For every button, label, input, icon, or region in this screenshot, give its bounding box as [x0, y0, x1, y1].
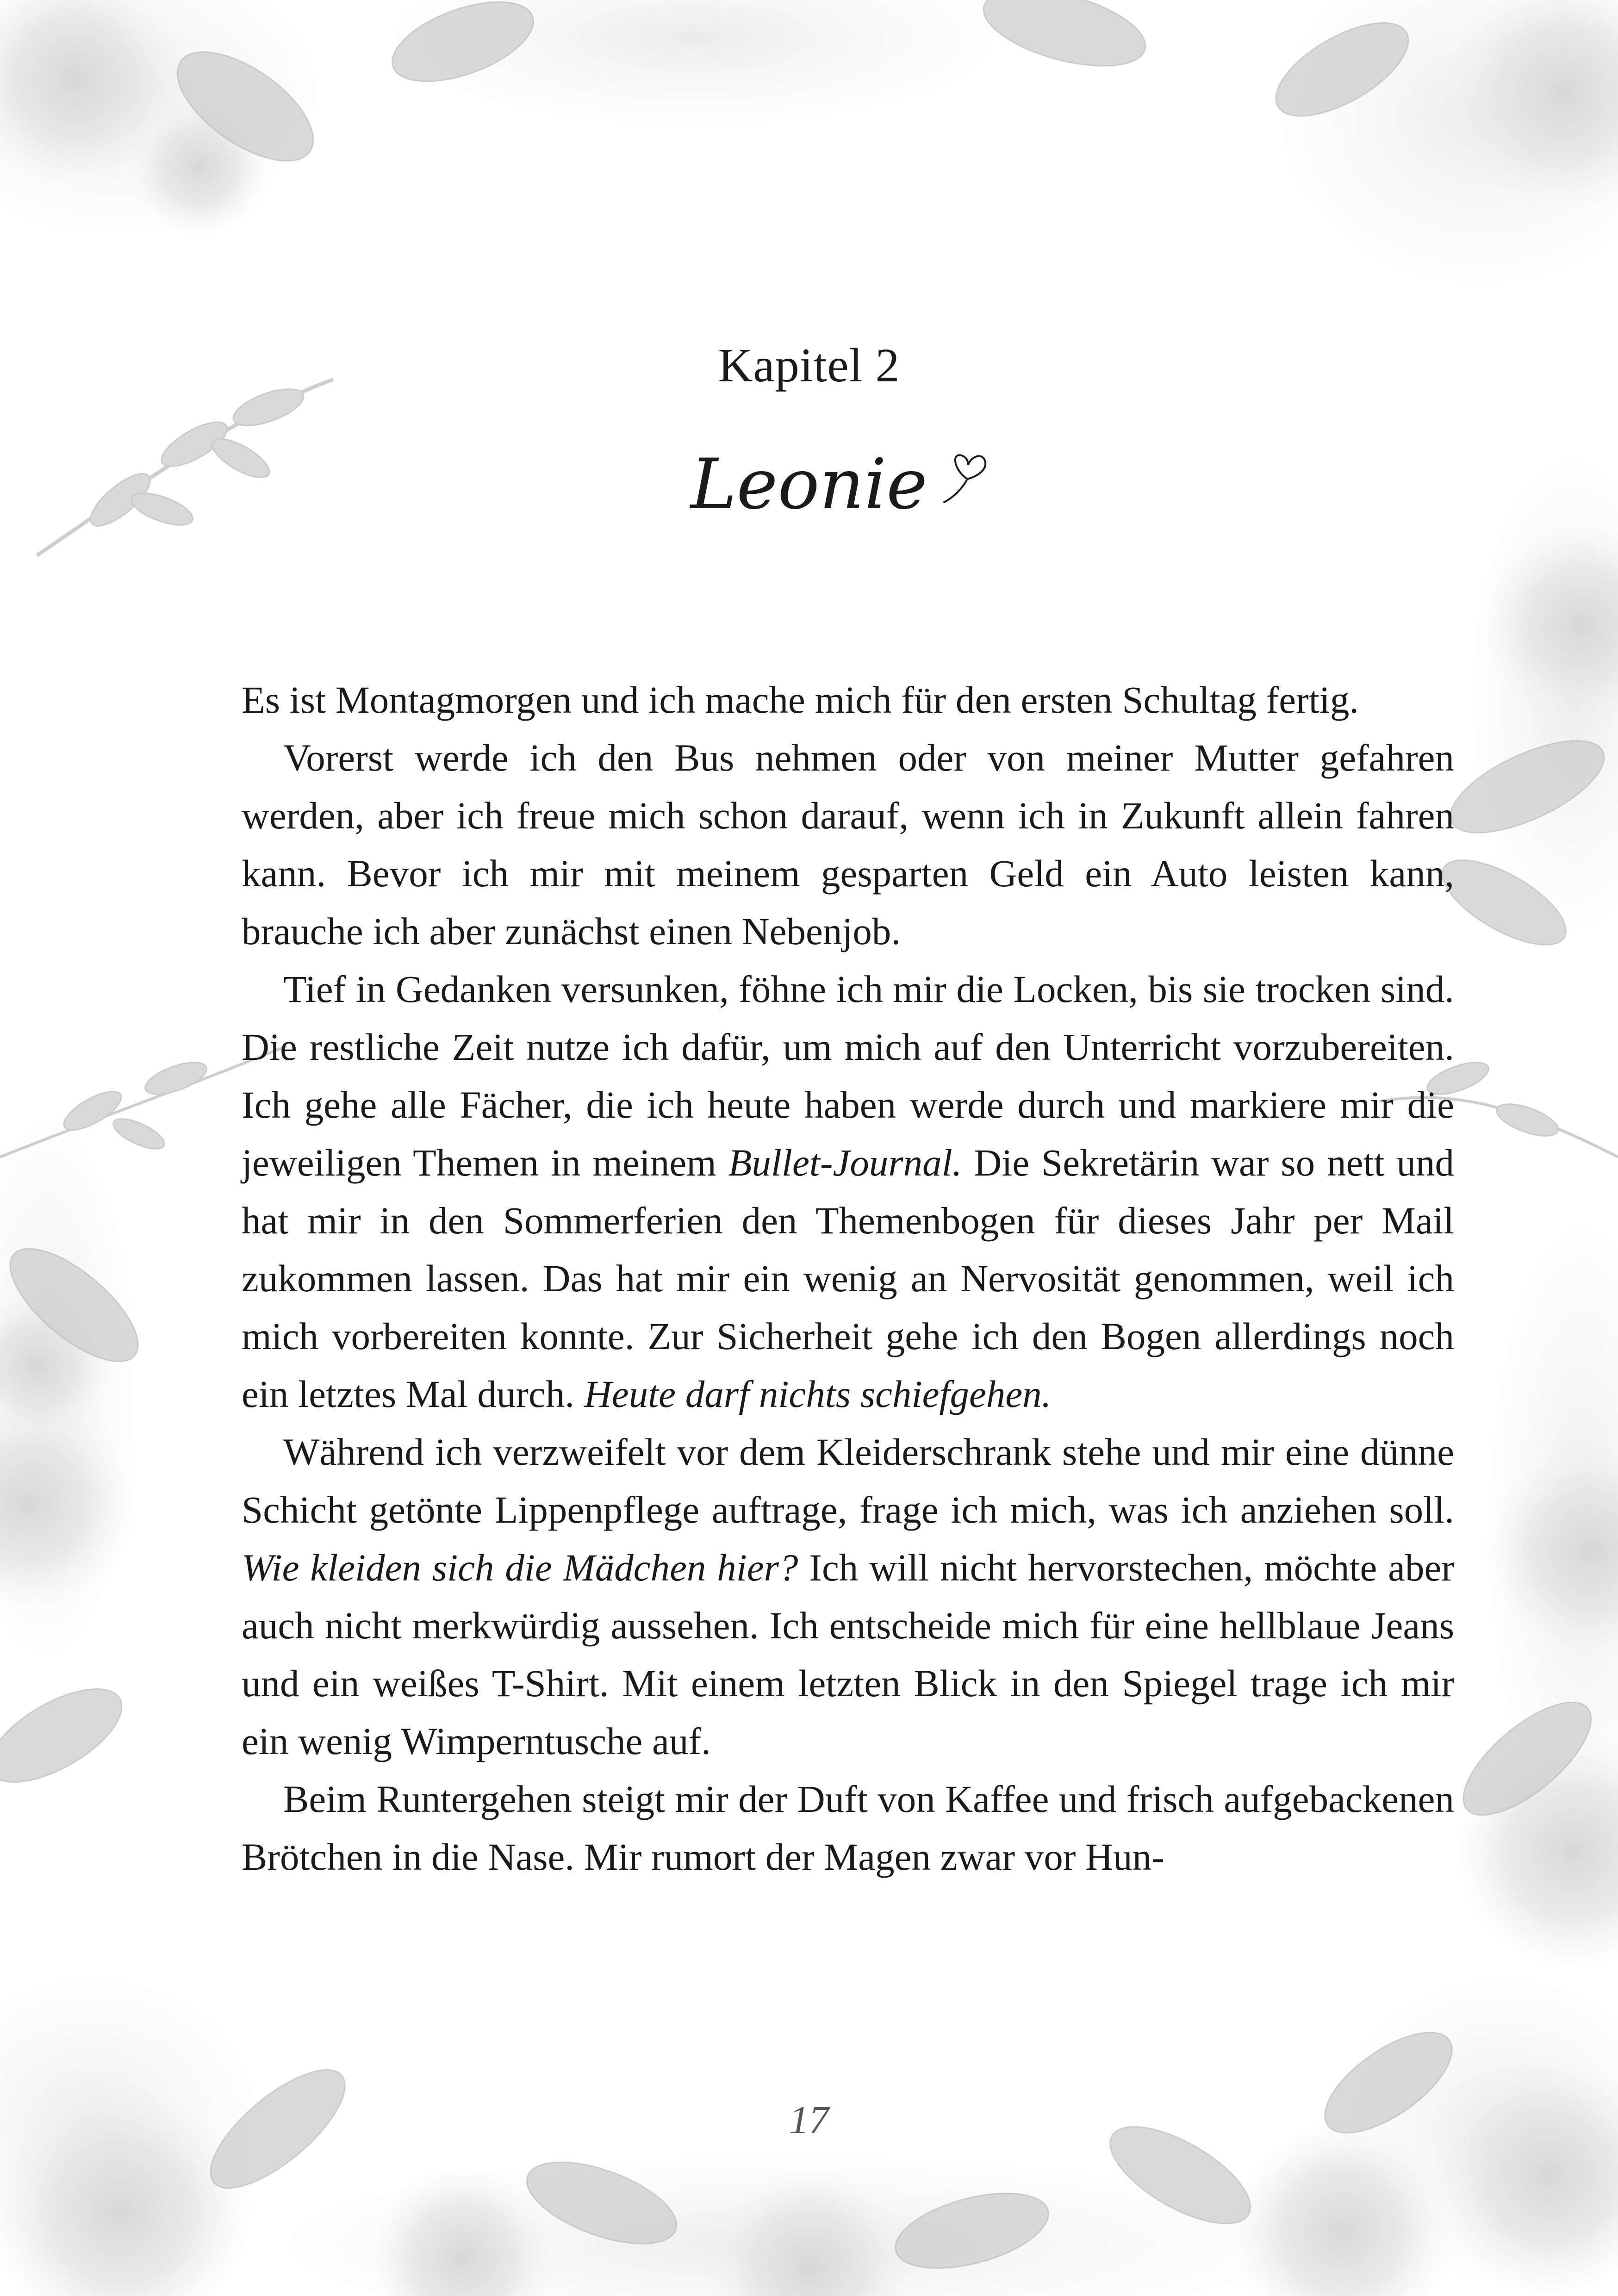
page-number: 17 — [789, 2097, 829, 2142]
text-segment: Ich will nicht hervorstechen, möchte aber auch nicht merkwürdig aussehen. Ich entscheide mich für eine hellblaue Jeans und ein weißes T-Shirt. Mit einem letzten Blick in den Spiegel trage ich mir ein wenig Wimperntusche auf. — [242, 1546, 1454, 1762]
text-segment: Vorerst werde ich den Bus nehmen oder von meiner Mutter gefahren werden, aber ich freue mich schon darauf, wenn ich in Zukunft allein fahren kann. Bevor ich mir mit meinem gesparten Geld ein Auto leisten kann, brauche ich aber zunächst einen Nebenjob. — [242, 736, 1454, 952]
paragraph — [242, 1423, 1454, 1770]
paragraph — [242, 1770, 1454, 1886]
text-segment: Beim Runtergehen steigt mir der Duft von Kaffee und frisch aufgebackenen Brötchen in die Nase. Mir rumort der Magen zwar vor Hun- — [242, 1778, 1454, 1878]
paragraph — [242, 960, 1454, 1423]
paragraph — [242, 671, 1454, 729]
heart-icon — [935, 442, 990, 511]
text-segment: Während ich verzweifelt vor dem Kleiderschrank stehe und mir eine dünne Schicht getönte Lippenpflege auftrage, frage ich mich, was ich anziehen soll. — [242, 1431, 1454, 1531]
text-segment: Die Sekretärin war so nett und hat mir in den Sommerferien den Themenbogen für dieses Jahr per Mail zukommen lassen. Das hat mir ein wenig an Nervosität genommen, weil ich mich vorbereiten konnte. Zur Sicherheit gehe ich den Bogen allerdings noch ein letztes Mal durch. — [242, 1141, 1454, 1415]
character-name: Leonie — [690, 444, 928, 525]
text-segment: Tief in Gedanken versunken, föhne ich mir die Locken, bis sie trocken sind. Die restliche Zeit nutze ich dafür, um mich auf den Unterricht vorzubereiten. Ich gehe alle Fächer, die ich heute haben werde durch und markiere mir die jeweiligen Themen in meinem — [242, 968, 1454, 1184]
chapter-heading: Kapitel 2 — [718, 339, 900, 392]
text-segment: Es ist Montagmorgen und ich mache mich für den ersten Schultag fertig. — [242, 678, 1359, 721]
body-text — [242, 671, 1454, 1886]
italic-text: Wie kleiden sich die Mädchen hier? — [242, 1546, 798, 1589]
italic-text: Heute darf nichts schiefgehen. — [584, 1373, 1052, 1415]
paragraph — [242, 729, 1454, 960]
italic-text: Bullet-Journal. — [728, 1141, 962, 1184]
